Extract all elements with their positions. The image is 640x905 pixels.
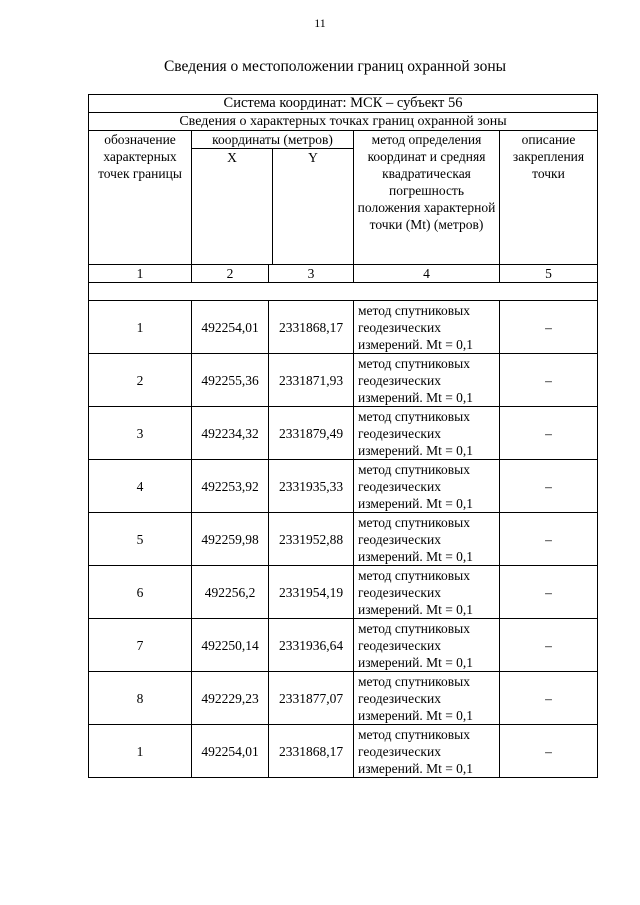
method-line: метод спутниковых	[358, 620, 470, 636]
method-line: метод спутниковых	[358, 726, 470, 742]
point-cell: 1	[89, 725, 192, 778]
y-cell: 2331871,93	[269, 354, 354, 407]
column-numbers-row	[89, 265, 598, 283]
method-cell	[354, 566, 500, 619]
header-coordinates-group: координаты (метров)	[192, 131, 353, 149]
method-line: измерений. Mt = 0,1	[358, 760, 474, 776]
points-banner: Сведения о характерных точках границ охранной зоны	[89, 113, 598, 131]
method-line: геодезических	[358, 637, 441, 653]
method-line: геодезических	[358, 372, 441, 388]
method-line: геодезических	[358, 743, 441, 759]
method-line: измерений. Mt = 0,1	[358, 707, 474, 723]
column-number: 5	[500, 265, 598, 283]
y-cell: 2331952,88	[269, 513, 354, 566]
y-cell: 2331877,07	[269, 672, 354, 725]
table-row	[89, 566, 598, 619]
y-cell: 2331868,17	[269, 725, 354, 778]
header-y: Y	[308, 150, 318, 165]
point-cell: 2	[89, 354, 192, 407]
column-number: 1	[89, 265, 192, 283]
method-line: измерений. Mt = 0,1	[358, 601, 474, 617]
header-coordinates	[192, 131, 354, 265]
description-cell: –	[500, 301, 598, 354]
method-line: измерений. Mt = 0,1	[358, 495, 474, 511]
column-number: 4	[354, 265, 500, 283]
method-cell	[354, 672, 500, 725]
points-banner-row	[89, 113, 598, 131]
table-row	[89, 725, 598, 778]
method-line: измерений. Mt = 0,1	[358, 654, 474, 670]
table-row	[89, 513, 598, 566]
table-row	[89, 407, 598, 460]
point-cell: 6	[89, 566, 192, 619]
description-cell: –	[500, 407, 598, 460]
table-row	[89, 354, 598, 407]
method-line: метод спутниковых	[358, 673, 470, 689]
header-method: метод определения координат и средняя квадратическая погрешность положения характерной точки (Mt) (метров)	[354, 131, 500, 265]
method-line: измерений. Mt = 0,1	[358, 336, 474, 352]
description-cell: –	[500, 354, 598, 407]
page-title: Сведения о местоположении границ охранной зоны	[163, 58, 507, 75]
method-cell	[354, 725, 500, 778]
point-cell: 8	[89, 672, 192, 725]
x-cell: 492256,2	[192, 566, 269, 619]
x-cell: 492253,92	[192, 460, 269, 513]
method-line: метод спутниковых	[358, 408, 470, 424]
point-cell: 7	[89, 619, 192, 672]
method-line: метод спутниковых	[358, 567, 470, 583]
description-cell: –	[500, 566, 598, 619]
method-cell	[354, 460, 500, 513]
x-cell: 492234,32	[192, 407, 269, 460]
column-number: 2	[192, 265, 269, 283]
y-cell: 2331936,64	[269, 619, 354, 672]
table-row	[89, 619, 598, 672]
coordinates-table	[88, 94, 598, 778]
y-cell: 2331954,19	[269, 566, 354, 619]
y-cell: 2331935,33	[269, 460, 354, 513]
x-cell: 492255,36	[192, 354, 269, 407]
header-row	[89, 131, 598, 265]
header-description: описание закрепления точки	[500, 131, 598, 265]
method-line: метод спутниковых	[358, 302, 470, 318]
header-designation: обозначение характерных точек границы	[89, 131, 192, 265]
x-cell: 492254,01	[192, 725, 269, 778]
spacer-row	[89, 283, 598, 301]
method-line: геодезических	[358, 531, 441, 547]
method-line: метод спутниковых	[358, 355, 470, 371]
point-cell: 3	[89, 407, 192, 460]
method-line: метод спутниковых	[358, 461, 470, 477]
point-cell: 5	[89, 513, 192, 566]
method-line: измерений. Mt = 0,1	[358, 389, 474, 405]
description-cell: –	[500, 460, 598, 513]
description-cell: –	[500, 513, 598, 566]
point-cell: 4	[89, 460, 192, 513]
table-row	[89, 301, 598, 354]
header-x: X	[192, 149, 273, 264]
x-cell: 492254,01	[192, 301, 269, 354]
coordinate-system-row	[89, 95, 598, 113]
method-line: геодезических	[358, 584, 441, 600]
page-number: 11	[314, 16, 326, 30]
method-cell	[354, 513, 500, 566]
column-number: 3	[269, 265, 354, 283]
method-line: геодезических	[358, 690, 441, 706]
description-cell: –	[500, 725, 598, 778]
method-line: метод спутниковых	[358, 514, 470, 530]
method-line: геодезических	[358, 425, 441, 441]
table-row	[89, 672, 598, 725]
method-line: измерений. Mt = 0,1	[358, 442, 474, 458]
x-cell: 492229,23	[192, 672, 269, 725]
description-cell: –	[500, 672, 598, 725]
method-line: геодезических	[358, 319, 441, 335]
method-cell	[354, 407, 500, 460]
method-cell	[354, 301, 500, 354]
y-cell: 2331879,49	[269, 407, 354, 460]
description-cell: –	[500, 619, 598, 672]
point-cell: 1	[89, 301, 192, 354]
method-cell	[354, 619, 500, 672]
method-line: измерений. Mt = 0,1	[358, 548, 474, 564]
spacer-cell	[89, 283, 598, 301]
method-line: геодезических	[358, 478, 441, 494]
y-cell: 2331868,17	[269, 301, 354, 354]
method-cell	[354, 354, 500, 407]
table-row	[89, 460, 598, 513]
x-cell: 492259,98	[192, 513, 269, 566]
x-cell: 492250,14	[192, 619, 269, 672]
coordinate-system-banner: Система координат: МСК – субъект 56	[89, 95, 598, 113]
